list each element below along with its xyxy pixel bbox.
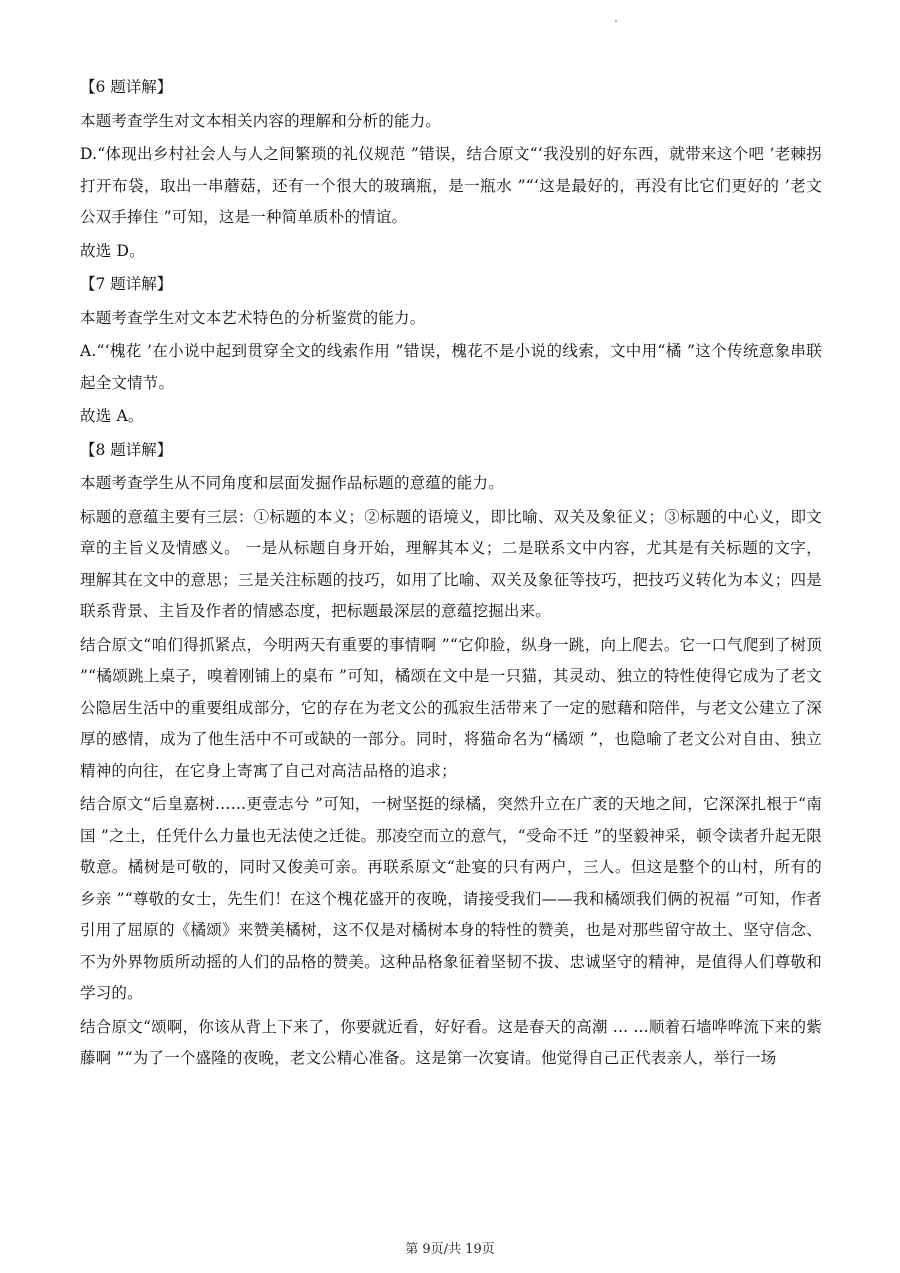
section-heading: 【7 题详解】	[80, 275, 173, 293]
section-q6	[80, 72, 822, 267]
page-number: 第 9页/共 19页	[405, 1242, 495, 1257]
paragraph: 本题考查学生对文本艺术特色的分析鉴赏的能力。	[80, 308, 426, 327]
paragraph: 本题考查学生对文本相关内容的理解和分析的能力。	[80, 111, 442, 130]
document-body	[80, 72, 822, 1077]
paragraph: A.“‘槐花 ’在小说中起到贯穿全文的线索作用 ”错误，槐花不是小说的线索，文中用“橘 ”这个传统意象串联起全文情节。	[80, 342, 822, 392]
paragraph: 故选 D。	[80, 241, 145, 260]
paragraph: 故选 A。	[80, 407, 144, 425]
section-heading: 【8 题详解】	[80, 440, 173, 459]
paragraph: 结合原文“颂啊，你该从背上下来了，你要就近看，好好看。这是春天的高潮 ... ...顺着石墙哗哗流下来的紫藤啊 ”“为了一个盛隆的夜晚，老文公精心准备。这是第一次宴请。他觉得自己正代表亲人，举行一场	[80, 1017, 822, 1067]
scan-speck	[615, 20, 617, 22]
paragraph: 本题考查学生从不同角度和层面发掘作品标题的意蕴的能力。	[80, 474, 504, 492]
section-heading: 【6 题详解】	[80, 78, 173, 96]
section-q8	[80, 435, 822, 1075]
paragraph: 结合原文“咱们得抓紧点，今明两天有重要的事情啊 ”“它仰脸，纵身一跳，向上爬去。它一口气爬到了树顶 ”“橘颂跳上桌子，嗅着刚铺上的桌布 ”可知，橘颂在文中是一只猫，其灵动、独立的特性使得它成为了老文公隐居生活中的重要组成部分，它的存在为老文公的孤寂生活带来了一定的慰藉和陪伴，与老文公建立了深厚的感情，成为了他生活中不可或缺的一部分。同时，将猫命名为“橘颂 ”，也隐喻了老文公对自由、独立精神的向往，在它身上寄寓了自己对高洁品格的追求；	[80, 635, 822, 780]
paragraph: 结合原文“后皇嘉树……更壹志兮 ”可知，一树坚挺的绿橘，突然升立在广袤的天地之间，它深深扎根于“南国 ”之土，任凭什么力量也无法使之迁徙。那凌空而立的意气，“受命不迁 ”的坚毅神采，顿令读者升起无限敬意。橘树是可敬的，同时又俊美可亲。再联系原文“赴宴的只有两户，三人。但这是整个的山村，所有的乡亲 ”“尊敬的女士，先生们！在这个槐花盛开的夜晚，请接受我们——我和橘颂我们俩的祝福 ”可知，作者引用了屈原的《橘颂》来赞美橘树，这不仅是对橘树本身的特性的赞美，也是对那些留守故土、坚守信念、不为外界物质所动摇的人们的品格的赞美。这种品格象征着坚韧不拔、忠诚坚守的精神，是值得人们尊敬和学习的。	[80, 795, 822, 1002]
paragraph: D.“体现出乡村社会人与人之间繁琐的礼仪规范 ”错误，结合原文“‘我没别的好东西，就带来这个吧 ’老棘拐打开布袋，取出一串蘑菇，还有一个很大的玻璃瓶，是一瓶水 ”“‘这是最好的，再没有比它们更好的 ’老文公双手捧住 ”可知，这是一种简单质朴的情谊。	[80, 145, 822, 226]
paragraph: 标题的意蕴主要有三层：①标题的本义；②标题的语境义，即比喻、双关及象征义；③标题的中心义，即文章的主旨义及情感义。 一是从标题自身开始，理解其本义；二是联系文中内容，尤其是有关标题的文字，理解其在文中的意思；三是关注标题的技巧，如用了比喻、双关及象征等技巧，把技巧义转化为本义；四是联系背景、主旨及作者的情感态度，把标题最深层的意蕴挖掘出来。	[80, 507, 822, 620]
section-q7	[80, 269, 822, 433]
